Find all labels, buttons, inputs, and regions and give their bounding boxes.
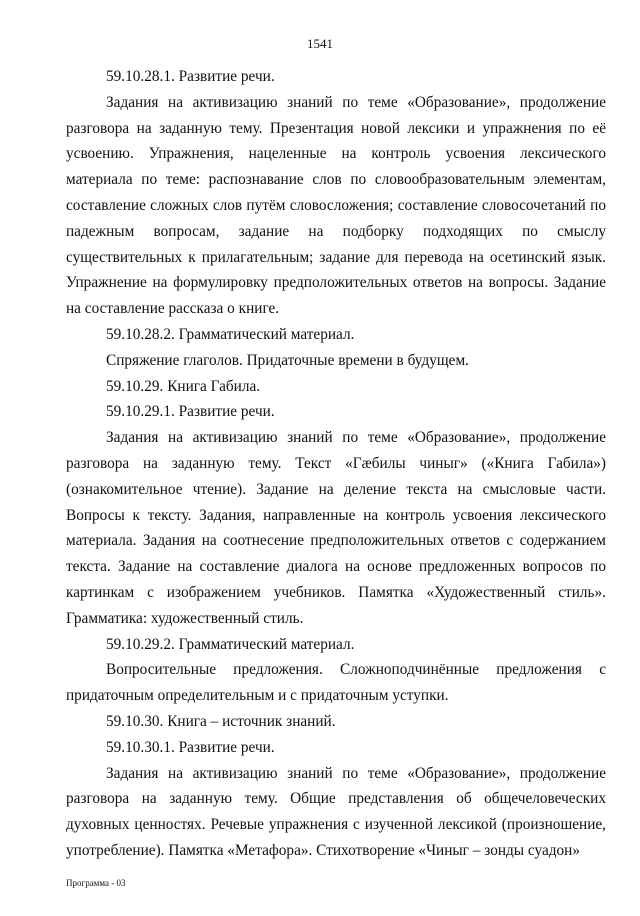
section-heading-59-10-29-2: 59.10.29.2. Грамматический материал. xyxy=(106,635,355,653)
paragraph-grammar-1: Спряжение глаголов. Придаточные времени в будущем. xyxy=(106,351,469,369)
paragraph-speech-development-2: Задания на активизацию знаний по теме «Образование», продолжение разговора на заданную тему. Текст «Гæбилы чиныг» («Книга Габила») (ознакомительное чтение). Задание на деление текста на смысловые части. Вопросы к тексту. Задания, направленные на контроль усвоения лексического материала. Задания на соотнесение предположительных ответов с содержанием текста. Задание на составление диалога на основе предложенных вопросов по картинкам с изображением учебников. Памятка «Художественный стиль». Грамматика: художественный стиль. xyxy=(66,429,606,627)
paragraph-speech-development-3: Задания на активизацию знаний по теме «Образование», продолжение разговора на заданную тему. Общие представления об общечеловеческих духовных ценностях. Речевые упражнения с изученной лексикой (произношение, употребление). Памятка «Метафора». Стихотворение «Чиныг – зонды суадон» xyxy=(66,764,606,859)
section-heading-59-10-29-1: 59.10.29.1. Развитие речи. xyxy=(106,403,275,421)
section-heading-59-10-28-2: 59.10.28.2. Грамматический материал. xyxy=(106,325,355,343)
document-body xyxy=(66,64,606,864)
section-heading-59-10-28-1: 59.10.28.1. Развитие речи. xyxy=(106,68,275,85)
section-heading-59-10-30-1: 59.10.30.1. Развитие речи. xyxy=(106,738,275,756)
section-heading-59-10-29: 59.10.29. Книга Габила. xyxy=(106,377,261,395)
section-heading-59-10-30: 59.10.30. Книга – источник знаний. xyxy=(106,712,336,730)
paragraph-speech-development-1: Задания на активизацию знаний по теме «Образование», продолжение разговора на заданную тему. Презентация новой лексики и упражнения по её усвоению. Упражнения, нацеленные на контроль усвоения лексического материала по теме: распознавание слов по словообразовательным элементам, составление сложных слов путём словосложения; составление словосочетаний по падежным вопросам, задание на подборку подходящих по смыслу существительных к прилагательным; задание для перевода на осетинский язык. Упражнение на формулировку предположительных ответов на вопросы. Задание на составление рассказа о книге. xyxy=(66,93,606,318)
page-footer: Программа - 03 xyxy=(66,878,126,888)
paragraph-grammar-2: Вопросительные предложения. Сложноподчинённые предложения с придаточным определительным и с придаточным уступки. xyxy=(66,661,606,705)
page-number: 1541 xyxy=(307,36,333,51)
